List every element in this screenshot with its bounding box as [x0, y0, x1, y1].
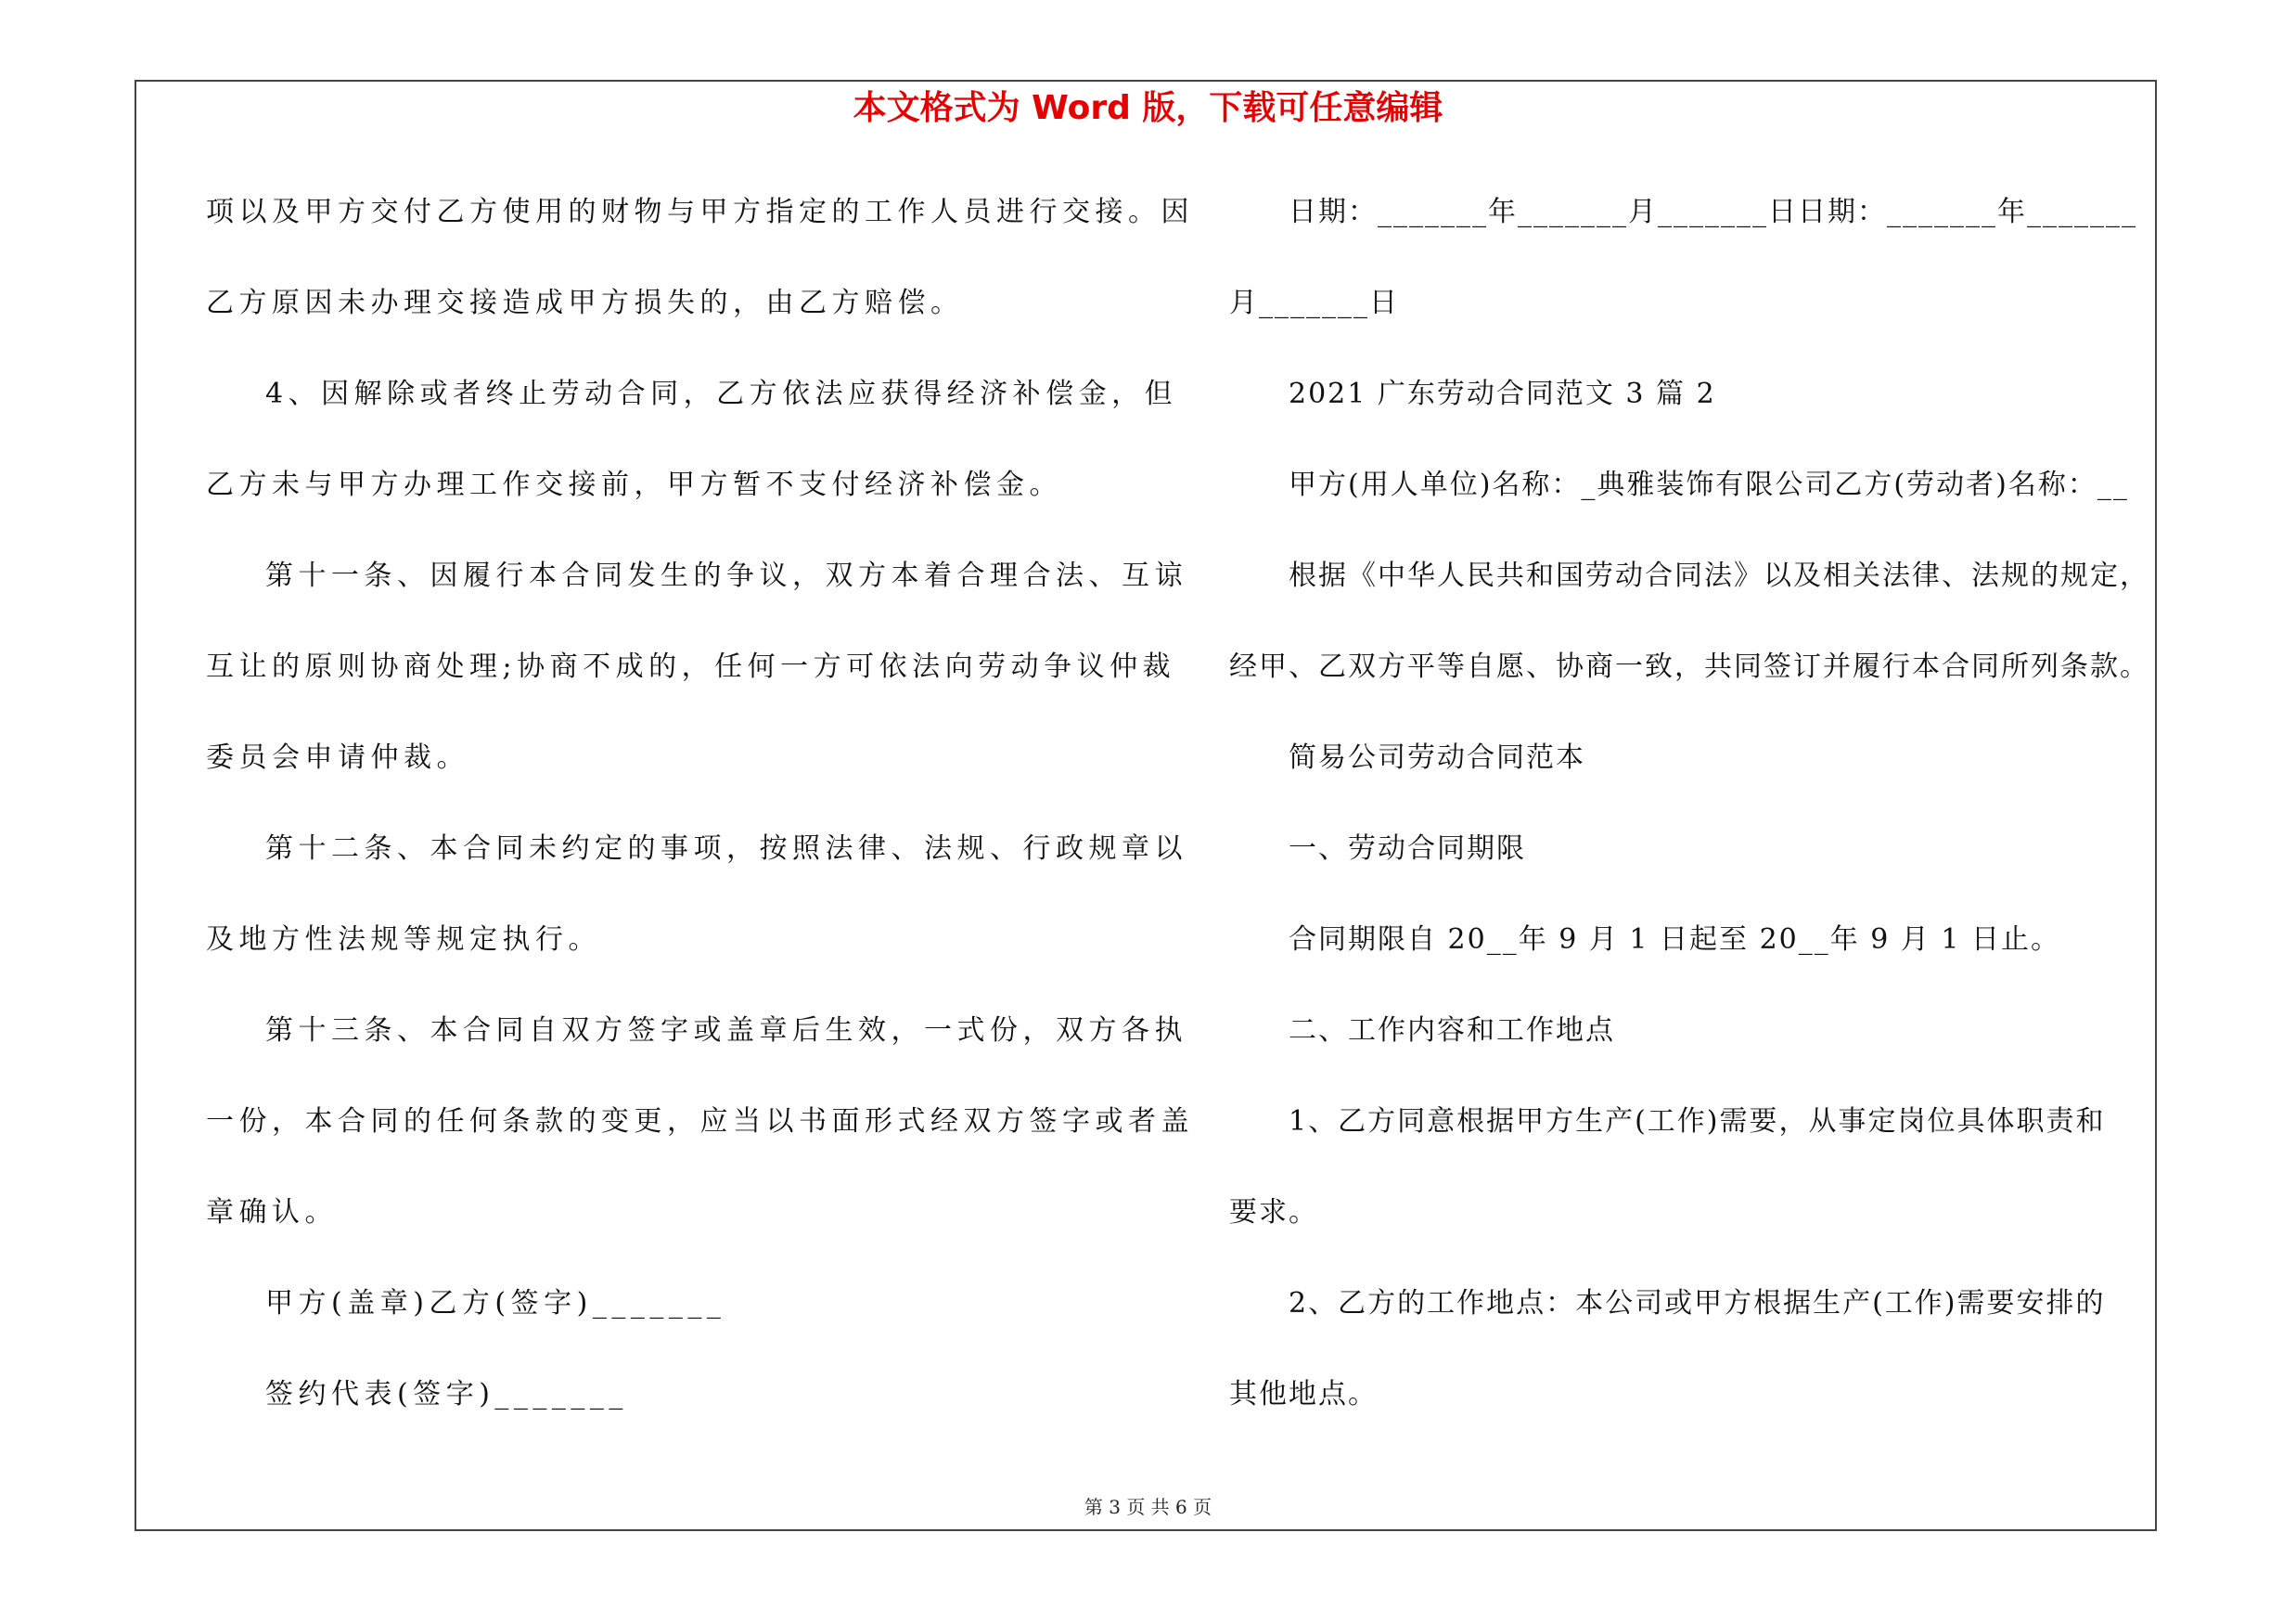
paragraph-line: 4、因解除或者终止劳动合同，乙方依法应获得经济补偿金，但	[265, 378, 1178, 410]
paragraph-line: 经甲、乙双方平等自愿、协商一致，共同签订并履行本合同所列条款。	[1229, 650, 2149, 683]
page-number: 第 3 页 共 6 页	[1084, 1496, 1212, 1518]
paragraph-line: 合同期限自 20__年 9 月 1 日起至 20__年 9 月 1 日止。	[1289, 923, 2061, 956]
paragraph-line: 及地方性法规等规定执行。	[206, 923, 601, 956]
paragraph-line: 一份，本合同的任何条款的变更，应当以书面形式经双方签字或者盖	[206, 1105, 1194, 1138]
paragraph-line: 2、乙方的工作地点：本公司或甲方根据生产(工作)需要安排的	[1289, 1287, 2106, 1320]
signature-line-representative: 签约代表(签字)_______	[265, 1378, 628, 1410]
paragraph-line: 第十三条、本合同自双方签字或盖章后生效，一式份，双方各执	[265, 1014, 1187, 1047]
date-line: 日期：_______年_______月_______日日期：_______年_______	[1289, 196, 2137, 228]
paragraph-line: 第十二条、本合同未约定的事项，按照法律、法规、行政规章以	[265, 832, 1187, 865]
format-banner: 本文格式为 Word 版，下载可任意编辑	[853, 89, 1443, 127]
paragraph-line: 甲方(用人单位)名称：_典雅装饰有限公司乙方(劳动者)名称：__	[1289, 469, 2129, 501]
paragraph-line: 委员会申请仲裁。	[206, 741, 469, 774]
paragraph-line: 章确认。	[206, 1196, 338, 1229]
paragraph-line: 互让的原则协商处理;协商不成的，任何一方可依法向劳动争议仲裁	[206, 650, 1176, 683]
paragraph-line: 1、乙方同意根据甲方生产(工作)需要，从事定岗位具体职责和	[1289, 1105, 2106, 1138]
paragraph-line: 根据《中华人民共和国劳动合同法》以及相关法律、法规的规定，	[1289, 560, 2149, 592]
left-column	[206, 186, 1194, 1459]
section-title: 2021 广东劳动合同范文 3 篇 2	[1289, 378, 1716, 410]
date-line: 月_______日	[1229, 287, 1399, 319]
signature-line-party-a: 甲方(盖章)乙方(签字)_______	[265, 1287, 726, 1320]
paragraph-line: 第十一条、因履行本合同发生的争议，双方本着合理合法、互谅	[265, 560, 1187, 592]
section-heading: 二、工作内容和工作地点	[1289, 1014, 1615, 1047]
right-column	[1229, 186, 2148, 1459]
section-heading: 一、劳动合同期限	[1289, 832, 1526, 865]
paragraph-line: 要求。	[1229, 1196, 1318, 1229]
section-title: 简易公司劳动合同范本	[1289, 741, 1585, 774]
paragraph-line: 乙方原因未办理交接造成甲方损失的，由乙方赔偿。	[206, 287, 964, 319]
paragraph-line: 乙方未与甲方办理工作交接前，甲方暂不支付经济补偿金。	[206, 469, 1062, 501]
paragraph-line: 其他地点。	[1229, 1378, 1378, 1410]
paragraph-line: 项以及甲方交付乙方使用的财物与甲方指定的工作人员进行交接。因	[206, 196, 1194, 228]
